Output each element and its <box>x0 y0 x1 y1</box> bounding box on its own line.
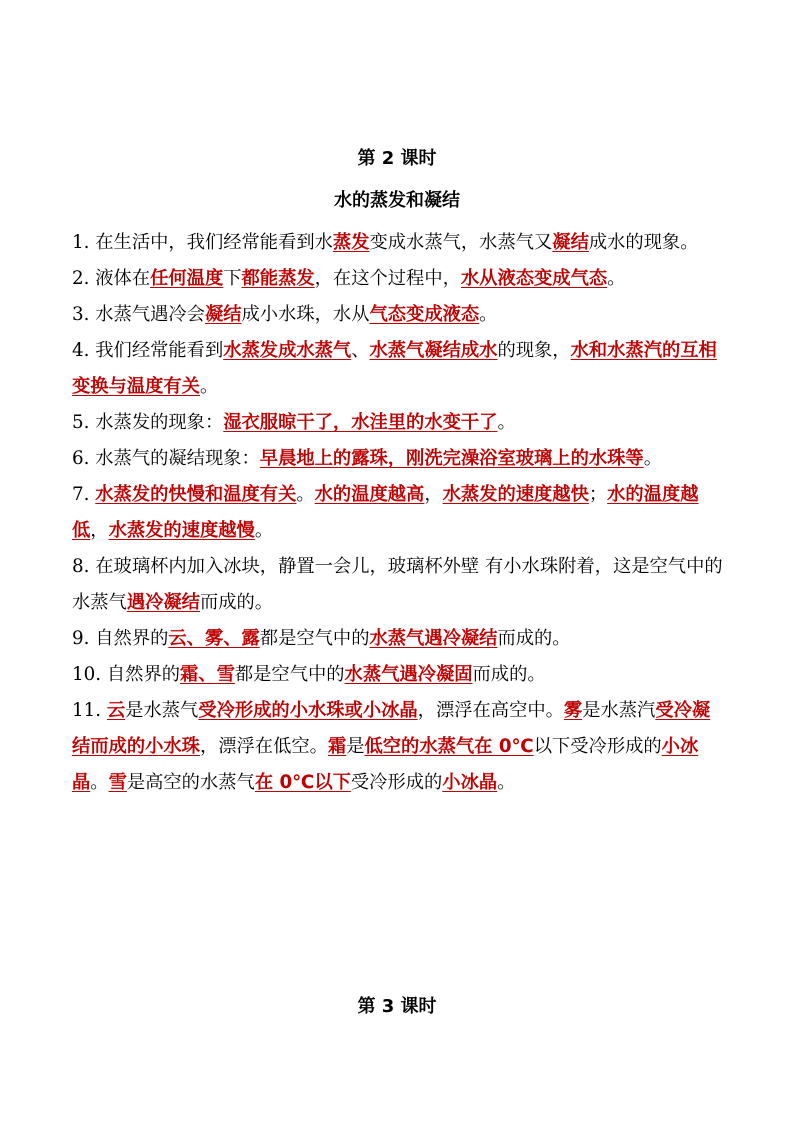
item-text: 4. 我们经常能看到 <box>72 340 224 361</box>
answer-text: 蒸发 <box>332 232 370 253</box>
answer-text: 受冷凝结而成的小水珠 <box>72 700 711 757</box>
item-text: 、 <box>351 340 370 361</box>
answer-text: 凝结 <box>204 304 242 325</box>
answer-text: 凝结 <box>552 232 589 253</box>
item-text: 以下受冷形成的 <box>533 736 662 757</box>
answer-text: 水蒸气遇冷凝结 <box>369 628 498 649</box>
item-list <box>72 225 728 801</box>
item-text: 成水的现象。 <box>588 232 699 253</box>
item-text: 。 <box>479 304 498 325</box>
answer-text: 霜 <box>327 736 347 757</box>
answer-text: 水蒸发成水蒸气 <box>223 340 352 361</box>
item-text: 而成的。 <box>199 592 274 613</box>
item-text: 。 <box>296 484 315 505</box>
answer-text: 受冷形成的小水珠或小冰晶 <box>198 700 418 721</box>
item-text: 7. <box>72 484 96 505</box>
item-text: 2. 液体在 <box>72 268 151 289</box>
answer-text: 遇冷凝结 <box>126 592 200 613</box>
answer-text: 雾 <box>563 700 583 721</box>
item-text: 而成的。 <box>472 664 546 685</box>
answer-text: 水蒸发的速度越慢 <box>108 520 255 541</box>
list-item <box>72 405 728 441</box>
item-text: 9. 自然界的 <box>72 628 169 649</box>
item-text: 5. 水蒸发的现象： <box>72 412 224 433</box>
answer-text: 水的温度越高 <box>314 484 425 505</box>
item-text: ， <box>90 520 109 541</box>
item-text: 是高空的水蒸气 <box>126 772 255 793</box>
item-text: 成小水珠，水从 <box>241 304 370 325</box>
item-text: 8. 在玻璃杯内加入冰块，静置一会儿，玻璃杯外壁 有小水珠附着，这是空气中的水蒸气 <box>72 556 723 613</box>
answer-text: 水的温度越低 <box>72 484 699 541</box>
item-text: 受冷形成的 <box>350 772 443 793</box>
item-text: 1. 在生活中，我们经常能看到水 <box>72 232 333 253</box>
item-text: 而成的。 <box>497 628 571 649</box>
item-text: 3. 水蒸气遇冷会 <box>72 304 205 325</box>
answer-text: 霜、雪 <box>180 664 235 685</box>
item-text: 都是空气中的 <box>259 628 370 649</box>
answer-text: 低空的水蒸气在 0℃ <box>364 736 534 757</box>
answer-text: 气态变成液态 <box>369 304 480 325</box>
answer-text: 水蒸发的速度越快 <box>442 484 589 505</box>
item-text: 是 <box>346 736 365 757</box>
answer-text: 早晨地上的露珠，刚洗完澡浴室玻璃上的水珠等 <box>259 448 644 469</box>
list-item <box>72 225 728 261</box>
list-item <box>72 333 728 405</box>
list-item <box>72 549 728 621</box>
answer-text: 云 <box>106 700 126 721</box>
answer-text: 在 0℃以下 <box>254 772 351 793</box>
answer-text: 小冰晶 <box>442 772 498 793</box>
item-text: ，漂浮在低空。 <box>199 736 328 757</box>
item-text: 的现象， <box>497 340 571 361</box>
answer-text: 都能蒸发 <box>241 268 315 289</box>
answer-text: 雪 <box>108 772 127 793</box>
list-item <box>72 441 728 477</box>
item-text: 。 <box>497 412 516 433</box>
answer-text: 水蒸发的快慢和温度有关 <box>95 484 297 505</box>
item-text: 是水蒸气 <box>125 700 199 721</box>
item-text: 10. 自然界的 <box>72 664 181 685</box>
item-text: 是水蒸汽 <box>582 700 656 721</box>
item-text: ， <box>424 484 443 505</box>
item-text: 。 <box>199 376 219 397</box>
list-item <box>72 621 728 657</box>
answer-text: 湿衣服晾干了，水洼里的水变干了 <box>223 412 498 433</box>
lesson-3-title: 第 3 课时 <box>357 996 437 1017</box>
lesson-2-subtitle: 水的蒸发和凝结 <box>334 190 460 211</box>
answer-text: 任何温度 <box>150 268 224 289</box>
item-text: 11. <box>72 700 107 721</box>
item-text: 变成水蒸气，水蒸气又 <box>369 232 553 253</box>
item-text: ； <box>588 484 608 505</box>
answer-text: 小冰晶 <box>72 736 699 793</box>
lesson-2-title: 第 2 课时 <box>357 148 437 169</box>
answer-text: 云、雾、露 <box>168 628 260 649</box>
list-item <box>72 477 728 549</box>
item-text: 都是空气中的 <box>234 664 345 685</box>
item-text: ，漂浮在高空中。 <box>417 700 564 721</box>
item-text: 。 <box>607 268 626 289</box>
item-text: 。 <box>90 772 109 793</box>
answer-text: 水从液态变成气态 <box>460 268 608 289</box>
answer-text: 水蒸气遇冷凝固 <box>344 664 473 685</box>
list-item <box>72 297 728 333</box>
answer-text: 水蒸气凝结成水 <box>369 340 498 361</box>
list-item <box>72 261 728 297</box>
item-text: 。 <box>497 772 516 793</box>
list-item <box>72 693 728 801</box>
item-text: 。 <box>254 520 274 541</box>
item-text: 6. 水蒸气的凝结现象： <box>72 448 260 469</box>
answer-text: 水和水蒸汽的互相变换与温度有关 <box>72 340 717 397</box>
item-text: ，在这个过程中， <box>314 268 461 289</box>
item-text: 下 <box>223 268 242 289</box>
item-text: 。 <box>643 448 662 469</box>
list-item <box>72 657 728 693</box>
